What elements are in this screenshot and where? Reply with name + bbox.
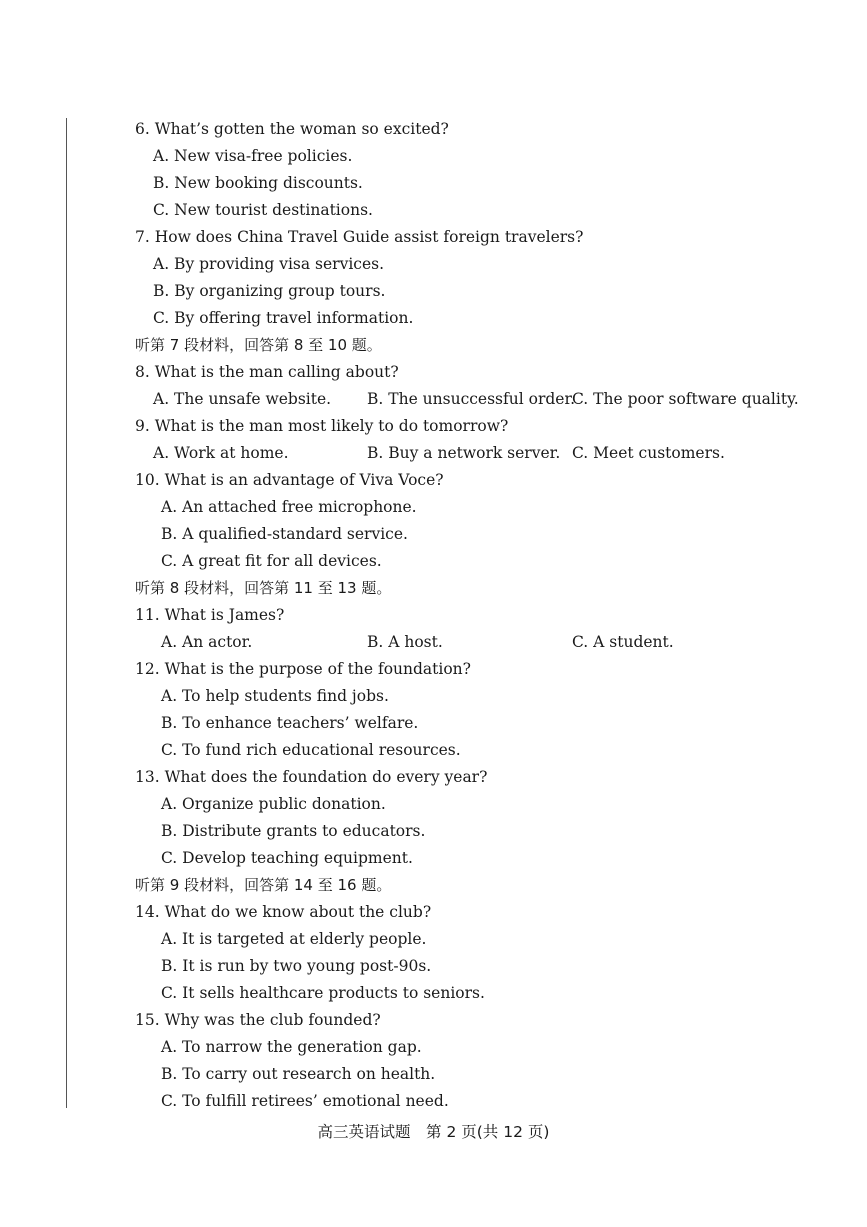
option: B. The unsuccessful order. <box>367 390 576 408</box>
option: A. Organize public donation. <box>161 795 386 813</box>
option: C. The poor software quality. <box>572 390 799 408</box>
option: A. The unsafe website. <box>153 390 332 408</box>
option: A. It is targeted at elderly people. <box>161 930 427 948</box>
question-stem: 6. What’s gotten the woman so excited? <box>135 120 449 138</box>
option: A. Work at home. <box>153 444 289 462</box>
option: A. To help students find jobs. <box>161 687 389 705</box>
option: B. A host. <box>367 633 443 651</box>
page-footer: 高三英语试题 第 2 页(共 12 页) <box>317 1123 550 1141</box>
option: C. A student. <box>572 633 674 651</box>
question-stem: 15. Why was the club founded? <box>135 1011 381 1029</box>
option: A. An actor. <box>161 633 253 651</box>
margin-line <box>66 118 67 1108</box>
option: C. It sells healthcare products to seniors. <box>161 984 485 1002</box>
option: B. New booking discounts. <box>153 174 363 192</box>
option-row <box>135 629 835 656</box>
option: B. A qualified-standard service. <box>161 525 408 543</box>
option: C. Meet customers. <box>572 444 725 462</box>
section-heading: 听第 8 段材料，回答第 11 至 13 题。 <box>135 579 392 597</box>
option: A. An attached free microphone. <box>161 498 417 516</box>
option: B. To enhance teachers’ welfare. <box>161 714 419 732</box>
option: C. New tourist destinations. <box>153 201 373 219</box>
question-stem: 12. What is the purpose of the foundation? <box>135 660 471 678</box>
option: B. By organizing group tours. <box>153 282 386 300</box>
option: C. A great fit for all devices. <box>161 552 382 570</box>
section-heading: 听第 7 段材料，回答第 8 至 10 题。 <box>135 336 382 354</box>
option-row <box>135 440 835 467</box>
option: B. It is run by two young post-90s. <box>161 957 432 975</box>
option: A. By providing visa services. <box>153 255 385 273</box>
question-list <box>135 116 835 1115</box>
option: C. To fund rich educational resources. <box>161 741 461 759</box>
option: B. Buy a network server. <box>367 444 561 462</box>
question-stem: 14. What do we know about the club? <box>135 903 432 921</box>
question-stem: 7. How does China Travel Guide assist foreign travelers? <box>135 228 584 246</box>
option: B. Distribute grants to educators. <box>161 822 426 840</box>
option: C. By offering travel information. <box>153 309 414 327</box>
question-stem: 8. What is the man calling about? <box>135 363 399 381</box>
option: C. Develop teaching equipment. <box>161 849 413 867</box>
option: A. New visa-free policies. <box>153 147 353 165</box>
question-stem: 9. What is the man most likely to do tomorrow? <box>135 417 509 435</box>
option: C. To fulfill retirees’ emotional need. <box>161 1092 449 1110</box>
question-stem: 11. What is James? <box>135 606 285 624</box>
question-stem: 13. What does the foundation do every year? <box>135 768 488 786</box>
option: B. To carry out research on health. <box>161 1065 436 1083</box>
question-stem: 10. What is an advantage of Viva Voce? <box>135 471 444 489</box>
option: A. To narrow the generation gap. <box>161 1038 422 1056</box>
option-row <box>135 386 835 413</box>
section-heading: 听第 9 段材料，回答第 14 至 16 题。 <box>135 876 392 894</box>
